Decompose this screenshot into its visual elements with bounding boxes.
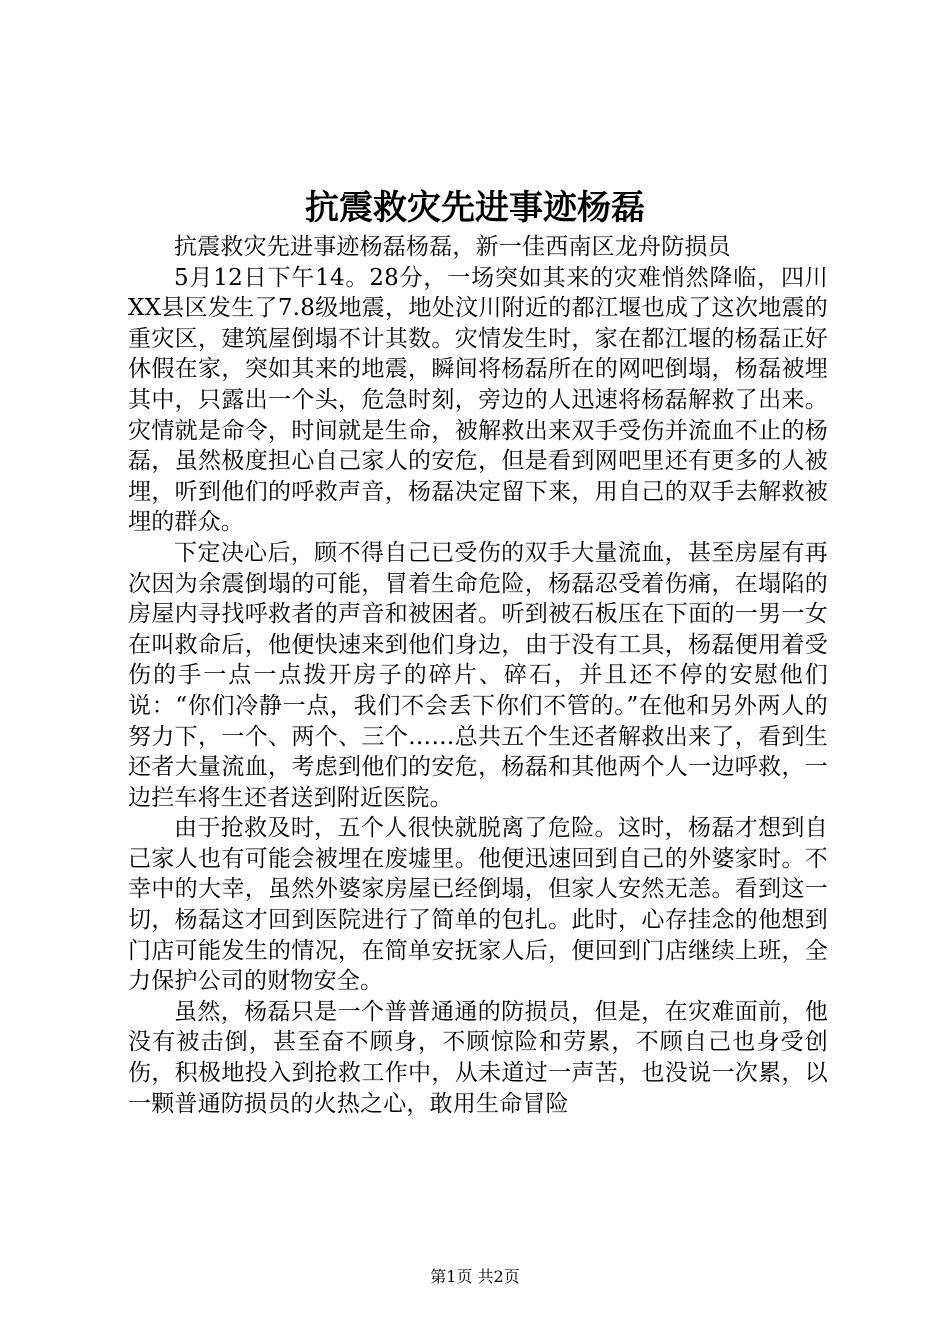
paragraph: 虽然，杨磊只是一个普普通通的防损员，但是，在灾难面前，他没有被击倒，甚至奋不顾身，不顾惊险和劳累，不顾自己也身受创伤，积极地投入到抢救工作中，从未道过一声苦，也没说一次累，以一颗普通防损员的火热之心，敢用生命冒险 (128, 998, 828, 1117)
page-footer: 第1页 共2页 (430, 1267, 520, 1286)
paragraph: 下定决心后，顾不得自己已受伤的双手大量流血，甚至房屋有再次因为余震倒塌的可能，冒着生命危险，杨磊忍受着伤痛，在塌陷的房屋内寻找呼救者的声音和被困者。听到被石板压在下面的一男一女在叫救命后，他便快速来到他们身边，由于没有工具，杨磊便用着受伤的手一点一点拨开房子的碎片、碎石，并且还不停的安慰他们说：“你们冷静一点，我们不会丢下你们不管的。”在他和另外两人的努力下，一个、两个、三个……总共五个生还者解救出来了，看到生还者大量流血，考虑到他们的安危，杨磊和其他两个人一边呼救，一边拦车将生还者送到附近医院。 (128, 539, 828, 811)
paragraph: 5月12日下午14。28分，一场突如其来的灾难悄然降临，四川XX县区发生了7.8级地震，地处汶川附近的都江堰也成了这次地震的重灾区，建筑屋倒塌不计其数。灾情发生时，家在都江堰的杨磊正好休假在家，突如其来的地震，瞬间将杨磊所在的网吧倒塌，杨磊被埋其中，只露出一个头，危急时刻，旁边的人迅速将杨磊解救了出来。灾情就是命令，时间就是生命，被解救出来双手受伤并流血不止的杨磊，虽然极度担心自己家人的安危，但是看到网吧里还有更多的人被埋，听到他们的呼救声音，杨磊决定留下来，用自己的双手去解救被埋的群众。 (128, 264, 828, 536)
paragraph: 抗震救灾先进事迹杨磊杨磊，新一佳西南区龙舟防损员 (174, 234, 731, 260)
document-title: 抗震救灾先进事迹杨磊 (305, 188, 645, 228)
paragraph: 由于抢救及时，五个人很快就脱离了危险。这时，杨磊才想到自己家人也有可能会被埋在废墟里。他便迅速回到自己的外婆家时。不幸中的大幸，虽然外婆家房屋已经倒塌，但家人安然无恙。看到这一切，杨磊这才回到医院进行了简单的包扎。此时，心存挂念的他想到门店可能发生的情况，在简单安抚家人后，便回到门店继续上班，全力保护公司的财物安全。 (128, 815, 828, 995)
document-body (128, 232, 828, 1119)
